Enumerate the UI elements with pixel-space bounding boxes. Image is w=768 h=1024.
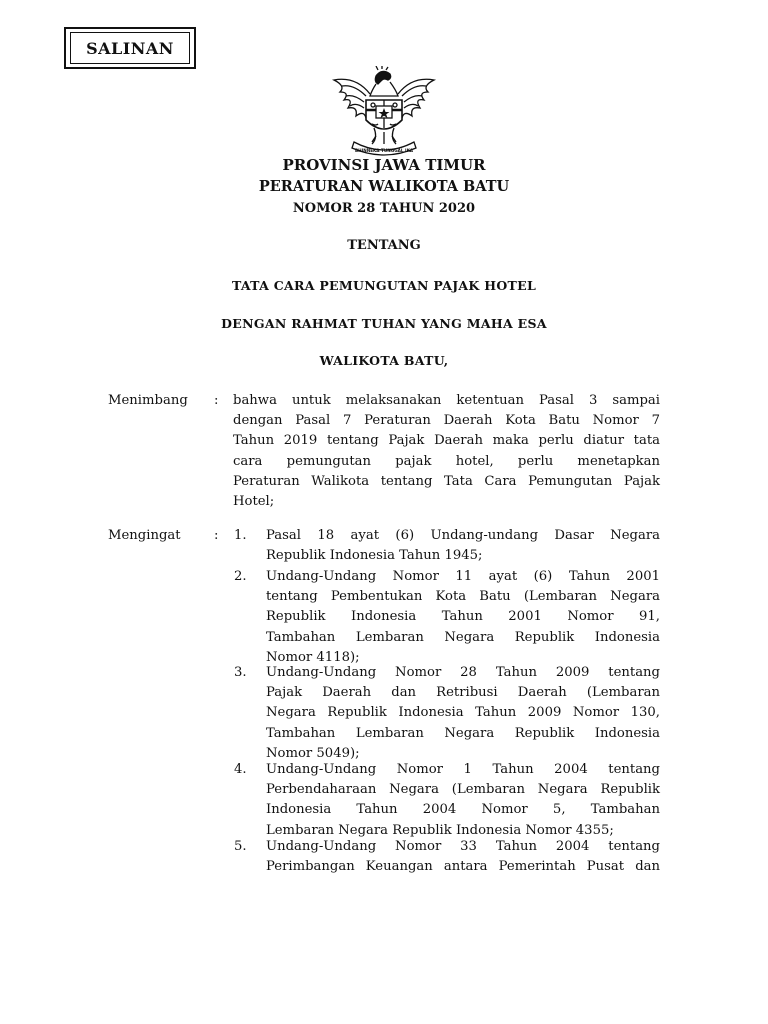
mengingat-item-1: [266, 526, 660, 566]
mengingat-item-number: 1.: [234, 528, 247, 543]
mengingat-item-2: [266, 567, 660, 668]
mengingat-line: Indonesia Tahun 2004 Nomor 5, Tambahan: [266, 802, 660, 818]
issuer-heading: WALIKOTA BATU,: [319, 353, 449, 368]
about-heading: TENTANG: [347, 238, 421, 253]
garuda-pancasila-emblem-icon: [326, 66, 442, 158]
mengingat-item-number: 5.: [234, 839, 247, 854]
regulation-number: NOMOR 28 TAHUN 2020: [292, 201, 476, 216]
mengingat-line: Pajak Daerah dan Retribusi Daerah (Lembaran: [266, 685, 660, 701]
mengingat-line: Republik Indonesia Tahun 1945;: [266, 548, 483, 564]
mengingat-item-number: 4.: [234, 762, 247, 777]
menimbang-line: cara pemungutan pajak hotel, perlu menetapkan: [233, 453, 660, 469]
mengingat-line: Nomor 4118);: [266, 649, 360, 665]
emblem-motto: BHINNEKA TUNGGAL IKA: [354, 148, 414, 153]
mengingat-line: Lembaran Negara Republik Indonesia Nomor 4355;: [266, 822, 614, 838]
menimbang-line: Peraturan Walikota tentang Tata Cara Pemungutan Pajak: [233, 473, 660, 489]
blessing-heading: DENGAN RAHMAT TUHAN YANG MAHA ESA: [221, 316, 547, 331]
menimbang-line: bahwa untuk melaksanakan ketentuan Pasal 3 sampai: [233, 393, 660, 408]
mengingat-label: Mengingat: [108, 528, 181, 543]
mengingat-item-number: 3.: [234, 665, 247, 680]
mengingat-line: Negara Republik Indonesia Tahun 2009 Nomor 130,: [266, 705, 660, 721]
mengingat-line: Undang-Undang Nomor 1 Tahun 2004 tentang: [266, 762, 660, 777]
mengingat-line: Republik Indonesia Tahun 2001 Nomor 91,: [266, 609, 660, 625]
mengingat-line: Perbendaharaan Negara (Lembaran Negara Republik: [266, 782, 660, 798]
mengingat-line: Undang-Undang Nomor 11 ayat (6) Tahun 2001: [266, 569, 660, 584]
salinan-stamp: [64, 27, 196, 69]
salinan-stamp-label: SALINAN: [70, 32, 190, 64]
subject-heading: TATA CARA PEMUNGUTAN PAJAK HOTEL: [231, 278, 537, 293]
menimbang-colon: :: [214, 393, 219, 408]
mengingat-line: Undang-Undang Nomor 28 Tahun 2009 tentang: [266, 665, 660, 680]
mengingat-line: Pasal 18 ayat (6) Undang-undang Dasar Negara: [266, 528, 660, 543]
menimbang-line: Hotel;: [233, 493, 275, 509]
mengingat-line: Tambahan Lembaran Negara Republik Indonesia: [266, 725, 660, 741]
regulation-title: PERATURAN WALIKOTA BATU: [258, 178, 510, 195]
mengingat-item-3: [266, 663, 660, 764]
mengingat-line: tentang Pembentukan Kota Batu (Lembaran Negara: [266, 589, 660, 605]
mengingat-item-4: [266, 760, 660, 841]
mengingat-line: Perimbangan Keuangan antara Pemerintah Pusat dan: [266, 859, 660, 875]
menimbang-label: Menimbang: [108, 393, 188, 408]
mengingat-line: Undang-Undang Nomor 33 Tahun 2004 tentang: [266, 839, 660, 854]
province-title: PROVINSI JAWA TIMUR: [282, 156, 486, 174]
menimbang-line: Tahun 2019 tentang Pajak Daerah maka perlu diatur tata: [233, 433, 660, 449]
mengingat-line: Nomor 5049);: [266, 745, 360, 761]
menimbang-line: dengan Pasal 7 Peraturan Daerah Kota Batu Nomor 7: [233, 413, 660, 429]
mengingat-line: Tambahan Lembaran Negara Republik Indonesia: [266, 629, 660, 645]
mengingat-colon: :: [214, 528, 219, 543]
menimbang-text: [233, 391, 660, 512]
mengingat-item-5: [266, 837, 660, 877]
mengingat-item-number: 2.: [234, 569, 247, 584]
